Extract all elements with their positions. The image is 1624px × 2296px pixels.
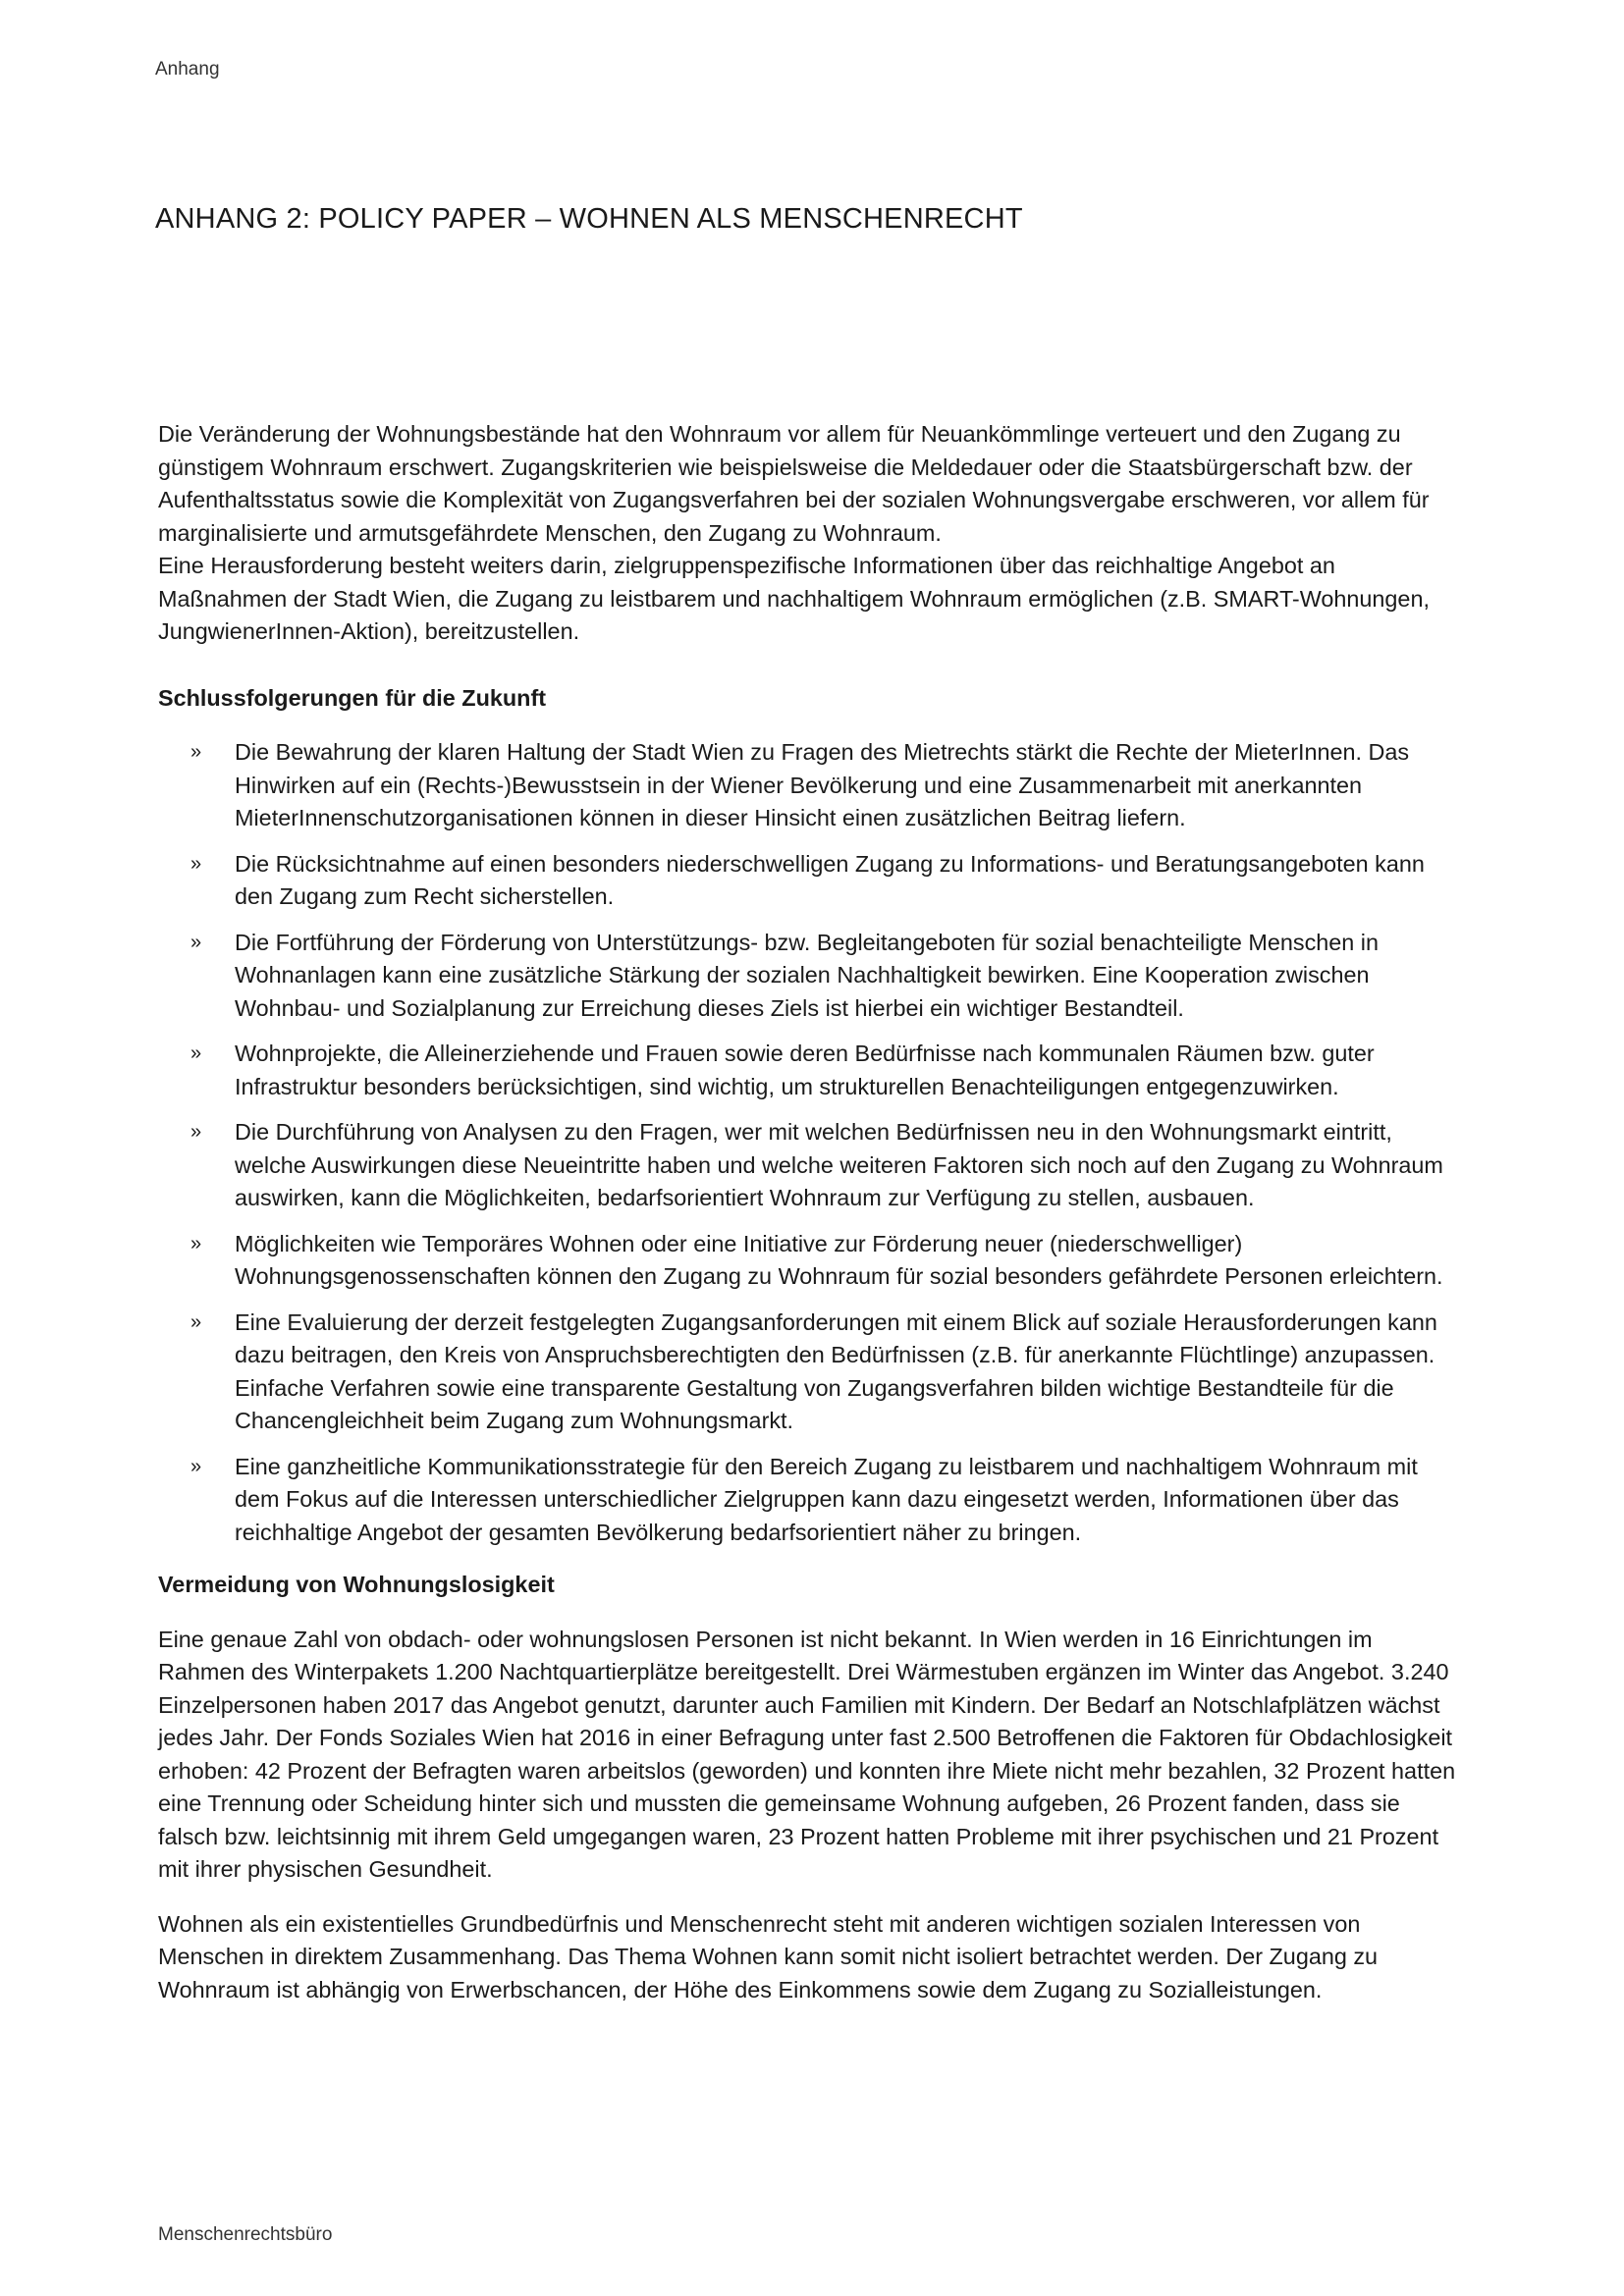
list-item (158, 848, 1464, 914)
bullet-icon: » (190, 1121, 202, 1143)
running-footer: Menschenrechtsbüro (158, 2224, 333, 2245)
body-paragraph: Eine genaue Zahl von obdach- oder wohnungslosen Personen ist nicht bekannt. In Wien werden in 16 Einrichtungen im Rahmen des Winterpakets 1.200 Nachtquartierplätze bereitgestellt. Drei Wärmestuben ergänzen im Winter das Angebot. 3.240 Einzelpersonen haben 2017 das Angebot genutzt, darunter auch Familien mit Kindern. Der Bedarf an Notschlafplätzen wächst jedes Jahr. Der Fonds Soziales Wien hat 2016 in einer Befragung unter fast 2.500 Betroffenen die Faktoren für Obdachlosigkeit erhoben: 42 Prozent der Befragten waren arbeitslos (geworden) und konnten ihre Miete nicht mehr bezahlen, 32 Prozent hatten eine Trennung oder Scheidung hinter sich und mussten die gemeinsame Wohnung aufgeben, 26 Prozent fanden, dass sie falsch bzw. leichtsinnig mit ihrem Geld umgegangen waren, 23 Prozent hatten Probleme mit ihrer psychischen und 21 Prozent mit ihrer physischen Gesundheit. (158, 1626, 1456, 1882)
bullet-icon: » (190, 852, 202, 875)
body-paragraph: Wohnen als ein existentielles Grundbedürfnis und Menschenrecht steht mit anderen wichtigen sozialen Interessen von Menschen in direktem Zusammenhang. Das Thema Wohnen kann somit nicht isoliert betrachtet werden. Der Zugang zu Wohnraum ist abhängig von Erwerbschancen, der Höhe des Einkommens sowie dem Zugang zu Sozialleistungen. (158, 1910, 1379, 2002)
document-body (158, 418, 1464, 2006)
list-item (158, 927, 1464, 1026)
bullet-icon: » (190, 931, 202, 953)
section-heading-conclusions: Schlussfolgerungen für die Zukunft (158, 684, 547, 711)
list-item (158, 1228, 1464, 1294)
bullet-icon: » (190, 1455, 202, 1477)
bullet-icon: » (190, 1232, 202, 1255)
running-header: Anhang (155, 59, 220, 80)
list-item (158, 736, 1464, 835)
intro-paragraph: Eine Herausforderung besteht weiters darin, zielgruppenspezifische Informationen über das reichhaltige Angebot an Maßnahmen der Stadt Wien, die Zugang zu leistbarem und nachhaltigem Wohnraum ermöglichen (z.B. SMART-Wohnungen, JungwienerInnen-Aktion), bereitzustellen. (158, 553, 1430, 644)
list-item (158, 1038, 1464, 1103)
list-item (158, 1116, 1464, 1215)
bullet-icon: » (190, 741, 202, 763)
list-item-text: Eine ganzheitliche Kommunikationsstrategie für den Bereich Zugang zu leistbarem und nachhaltigem Wohnraum mit dem Fokus auf die Interessen unterschiedlicher Zielgruppen kann dazu eingesetzt werden, Informationen über das reichhaltige Angebot der gesamten Bevölkerung bedarfsorientiert näher zu bringen. (235, 1453, 1418, 1545)
page-title: ANHANG 2: POLICY PAPER – WOHNEN ALS MENSCHENRECHT (155, 203, 1023, 235)
bullet-icon: » (190, 1042, 202, 1064)
list-item-text: Eine Evaluierung der derzeit festgelegten Zugangsanforderungen mit einem Blick auf soziale Herausforderungen kann dazu beitragen, den Kreis von Anspruchsberechtigten den Bedürfnissen (z.B. für anerkannte Flüchtlinge) anzupassen. Einfache Verfahren sowie eine transparente Gestaltung von Zugangsverfahren bilden wichtige Bestandteile für die Chancengleichheit beim Zugang zum Wohnungsmarkt. (235, 1308, 1437, 1433)
conclusions-list (158, 736, 1464, 1549)
list-item (158, 1307, 1464, 1438)
section-heading-homelessness: Vermeidung von Wohnungslosigkeit (158, 1572, 555, 1597)
list-item-text: Die Durchführung von Analysen zu den Fragen, wer mit welchen Bedürfnissen neu in den Wohnungsmarkt eintritt, welche Auswirkungen diese Neueintritte haben und welche weiteren Faktoren sich noch auf den Zugang zu Wohnraum auswirken, kann die Möglichkeiten, bedarfsorientiert Wohnraum zur Verfügung zu stellen, ausbauen. (235, 1119, 1443, 1210)
list-item-text: Die Rücksichtnahme auf einen besonders niederschwelligen Zugang zu Informations- und Beratungsangeboten kann den Zugang zum Recht sicherstellen. (235, 850, 1425, 909)
bullet-icon: » (190, 1310, 202, 1333)
list-item-text: Die Fortführung der Förderung von Unterstützungs- bzw. Begleitangeboten für sozial benachteiligte Menschen in Wohnanlagen kann eine zusätzliche Stärkung der sozialen Nachhaltigkeit bewirken. Eine Kooperation zwischen Wohnbau- und Sozialplanung zur Erreichung dieses Ziels ist hierbei ein wichtiger Bestandteil. (235, 929, 1380, 1021)
intro-paragraph: Die Veränderung der Wohnungsbestände hat den Wohnraum vor allem für Neuankömmlinge verteuert und den Zugang zu günstigem Wohnraum erschwert. Zugangskriterien wie beispielsweise die Meldedauer oder die Staatsbürgerschaft bzw. der Aufenthaltsstatus sowie die Komplexität von Zugangsverfahren bei der sozialen Wohnungsvergabe erschweren, vor allem für marginalisierte und armutsgefährdete Menschen, den Zugang zu Wohnraum. (158, 421, 1430, 546)
list-item-text: Wohnprojekte, die Alleinerziehende und Frauen sowie deren Bedürfnisse nach kommunalen Räumen bzw. guter Infrastruktur besonders berücksichtigen, sind wichtig, um strukturellen Benachteiligungen entgegenzuwirken. (235, 1041, 1375, 1099)
list-item-text: Die Bewahrung der klaren Haltung der Stadt Wien zu Fragen des Mietrechts stärkt die Rechte der MieterInnen. Das Hinwirken auf ein (Rechts-)Bewusstsein in der Wiener Bevölkerung und eine Zusammenarbeit mit anerkannten MieterInnenschutzorganisationen können in dieser Hinsicht einen zusätzlichen Beitrag liefern. (235, 739, 1410, 830)
list-item (158, 1451, 1464, 1550)
list-item-text: Möglichkeiten wie Temporäres Wohnen oder eine Initiative zur Förderung neuer (niederschwelliger) Wohnungsgenossenschaften können den Zugang zu Wohnraum für sozial besonders gefährdete Personen erleichtern. (235, 1230, 1443, 1289)
